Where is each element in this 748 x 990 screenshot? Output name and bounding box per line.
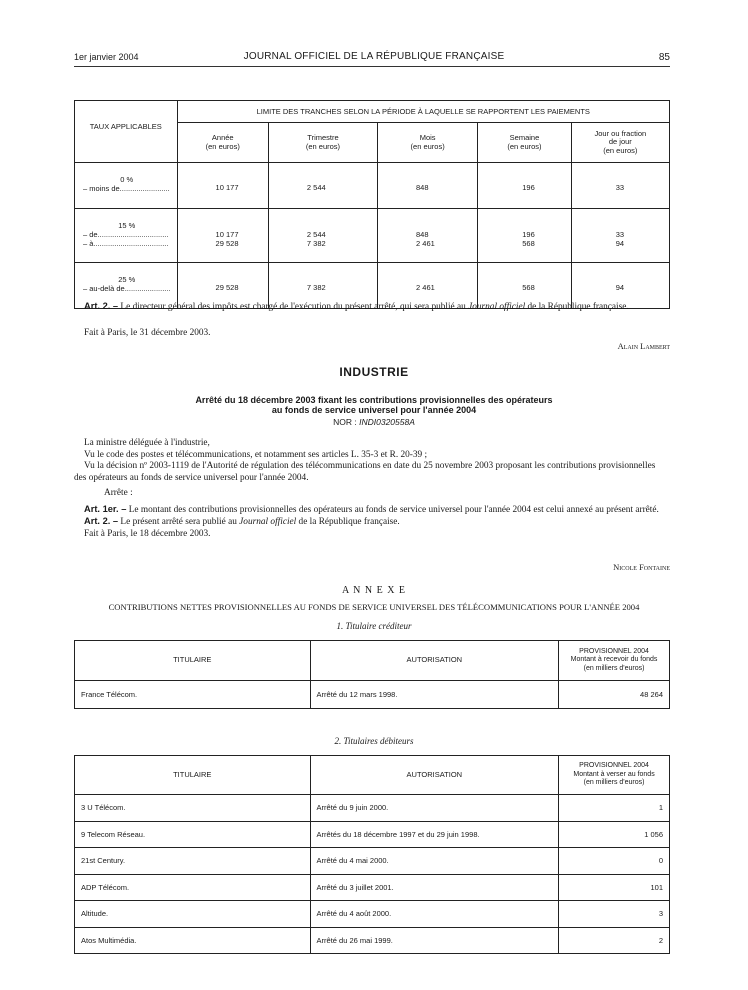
montant-cell: 2 — [559, 927, 670, 954]
article-1-label: Art. 1er. – — [84, 503, 127, 514]
tranche-value: 33 — [615, 183, 625, 192]
visas — [74, 438, 670, 540]
tranche-row — [75, 163, 670, 209]
tranche-value-cell — [571, 209, 669, 263]
tranche-row — [75, 209, 670, 263]
visa-code: Vu le code des postes et télécommunications, et notamment ses articles L. 35-3 et R. 20-39 ; — [84, 449, 428, 460]
autorisation-cell: Arrêté du 3 juillet 2001. — [310, 874, 559, 901]
tranche-rate: 15 % — [118, 221, 136, 230]
tranche-value: 568 — [522, 239, 535, 248]
autorisation-cell: Arrêté du 26 mai 1999. — [310, 927, 559, 954]
article-text-end: de la République française. — [525, 302, 629, 312]
journal-ref: Journal officiel — [468, 302, 526, 312]
tranche-label: – moins de........................ — [83, 184, 170, 193]
tranche-rate-cell — [75, 209, 178, 263]
signature-lambert: Alain Lambert — [617, 341, 670, 351]
tranche-rate: 0 % — [120, 175, 134, 184]
tranche-value-cell — [478, 209, 571, 263]
tranche-value: 29 528 — [215, 239, 239, 248]
table-row — [75, 927, 670, 954]
tranche-rate-cell — [75, 163, 178, 209]
section-title: INDUSTRIE — [339, 365, 409, 379]
header-rule — [74, 66, 670, 67]
article-2-text: Le présent arrêté sera publié au — [118, 517, 240, 527]
tranche-label: – à.................................... — [83, 239, 169, 248]
titulaire-cell: ADP Télécom. — [75, 874, 311, 901]
header-autorisation: AUTORISATION — [310, 756, 559, 795]
article-1 — [74, 504, 670, 517]
tranche-value: 29 528 — [215, 283, 239, 292]
fait-a-paris-1: Fait à Paris, le 31 décembre 2003. — [84, 328, 211, 338]
titulaire-cell: Atos Multimédia. — [75, 927, 311, 954]
table-crediteur — [74, 640, 670, 709]
tranche-value: 10 177 — [215, 230, 239, 239]
autorisation-cell: Arrêté du 4 mai 2000. — [310, 848, 559, 875]
autorisation-cell: Arrêté du 9 juin 2000. — [310, 795, 559, 822]
nor-value: INDI0320558A — [359, 417, 415, 427]
tranche-value: 2 461 — [416, 239, 435, 248]
col-header-2: Mois (en euros) — [378, 123, 478, 163]
titulaire-cell: 3 U Télécom. — [75, 795, 311, 822]
tranche-value: 568 — [522, 283, 535, 292]
tranche-label: – au-delà de...................... — [83, 284, 171, 293]
header-provisionnel: PROVISIONNEL 2004 Montant à verser au fonds (en milliers d'euros) — [559, 756, 670, 795]
arrete-title-line1: Arrêté du 18 décembre 2003 fixant les contributions provisionnelles des opérateurs — [195, 395, 553, 405]
journal-ref: Journal officiel — [239, 517, 297, 527]
arrete-title — [0, 395, 748, 415]
tranche-value-cell — [478, 163, 571, 209]
montant-cell: 101 — [559, 874, 670, 901]
table-row — [75, 874, 670, 901]
col-header-1: Trimestre (en euros) — [268, 123, 377, 163]
montant-cell: 1 056 — [559, 821, 670, 848]
signature-fontaine: Nicole Fontaine — [613, 562, 670, 572]
tranche-value-cell — [268, 209, 377, 263]
titulaire-cell: Altitude. — [75, 901, 311, 928]
titulaire-cell: 9 Telecom Réseau. — [75, 821, 311, 848]
tranche-value-cell — [378, 163, 478, 209]
tranche-value: 94 — [615, 239, 625, 248]
table-row — [75, 681, 670, 709]
header-titulaire: TITULAIRE — [75, 756, 311, 795]
table-debiteurs — [74, 755, 670, 954]
tranche-value: 196 — [522, 230, 535, 239]
tranche-value-cell — [571, 163, 669, 209]
col-header-0: Année (en euros) — [177, 123, 268, 163]
page-number: 85 — [658, 52, 670, 63]
tranche-value: 196 — [522, 183, 535, 192]
table-row — [75, 795, 670, 822]
article-text: Le directeur général des impôts est chargé de l'exécution du présent arrêté, qui sera publié au — [118, 302, 469, 312]
annexe-subtitle: CONTRIBUTIONS NETTES PROVISIONNELLES AU FONDS DE SERVICE UNIVERSEL DES TÉLÉCOMMUNICATIONS POUR L'ANNÉE 2004 — [108, 602, 640, 612]
header-autorisation: AUTORISATION — [310, 641, 559, 681]
nor-label: NOR : — [333, 417, 360, 427]
montant-cell: 0 — [559, 848, 670, 875]
tranche-value: 2 461 — [416, 283, 435, 292]
col-header-taux: TAUX APPLICABLES — [75, 101, 178, 163]
montant-cell: 48 264 — [559, 681, 670, 709]
tranche-value: 848 — [416, 230, 429, 239]
tranche-value: 848 — [416, 183, 429, 192]
visa-ministre: La ministre déléguée à l'industrie, — [84, 438, 210, 448]
tranche-value-cell — [268, 163, 377, 209]
tranche-value: 7 382 — [306, 283, 326, 292]
tranche-value: 10 177 — [215, 183, 239, 192]
section-1-title: 1. Titulaire créditeur — [336, 621, 412, 631]
tranche-value-cell — [177, 209, 268, 263]
annexe-title: A N N E X E — [341, 585, 407, 596]
tranche-value: 7 382 — [306, 239, 326, 248]
tranches-table — [74, 100, 670, 309]
fait-a-paris-2: Fait à Paris, le 18 décembre 2003. — [84, 528, 211, 539]
article-2-finances — [74, 301, 670, 314]
arrete-title-line2: au fonds de service universel pour l'année 2004 — [271, 405, 477, 415]
tranche-value: 2 544 — [306, 230, 326, 239]
tranche-value: 2 544 — [306, 183, 326, 192]
tranche-value: 33 — [615, 230, 625, 239]
header-date: 1er janvier 2004 — [74, 52, 139, 62]
arrete-label: Arrête : — [104, 488, 133, 498]
header-titulaire: TITULAIRE — [75, 641, 311, 681]
article-2 — [74, 516, 670, 529]
visa-decision: Vu la décision nº 2003-1119 de l'Autorité de régulation des télécommunications en date du 25 novembre 2003 proposant les contributions provisionnelles des opérateurs au fonds de service universel pour l'année 2004. — [74, 461, 656, 483]
montant-cell: 3 — [559, 901, 670, 928]
autorisation-cell: Arrêtés du 18 décembre 1997 et du 29 juin 1998. — [310, 821, 559, 848]
autorisation-cell: Arrêté du 12 mars 1998. — [310, 681, 559, 709]
tranche-rate: 25 % — [118, 275, 136, 284]
titulaire-cell: France Télécom. — [75, 681, 311, 709]
article-1-text: Le montant des contributions provisionnelles des opérateurs au fonds de service universel pour l'année 2004 est celui annexé au présent arrêté. — [126, 504, 659, 515]
group-header-limites: LIMITE DES TRANCHES SELON LA PÉRIODE À LAQUELLE SE RAPPORTENT LES PAIEMENTS — [177, 101, 669, 123]
titulaire-cell: 21st Century. — [75, 848, 311, 875]
table-row — [75, 901, 670, 928]
montant-cell: 1 — [559, 795, 670, 822]
table-row — [75, 821, 670, 848]
tranche-value-cell — [378, 209, 478, 263]
tranche-label: – de.................................. — [83, 230, 169, 239]
tranche-value: 94 — [615, 283, 625, 292]
tranche-value-cell — [177, 163, 268, 209]
header-provisionnel: PROVISIONNEL 2004 Montant à recevoir du fonds (en milliers d'euros) — [559, 641, 670, 681]
table-row — [75, 848, 670, 875]
col-header-4: Jour ou fraction de jour (en euros) — [571, 123, 669, 163]
article-label: Art. 2. – — [84, 301, 119, 311]
autorisation-cell: Arrêté du 4 août 2000. — [310, 901, 559, 928]
section-2-title: 2. Titulaires débiteurs — [334, 736, 414, 746]
article-2-label: Art. 2. – — [84, 516, 119, 526]
journal-title: JOURNAL OFFICIEL DE LA RÉPUBLIQUE FRANÇAISE — [243, 51, 505, 62]
nor-line — [0, 417, 748, 427]
col-header-3: Semaine (en euros) — [478, 123, 571, 163]
article-2-text-end: de la République française. — [296, 517, 400, 527]
